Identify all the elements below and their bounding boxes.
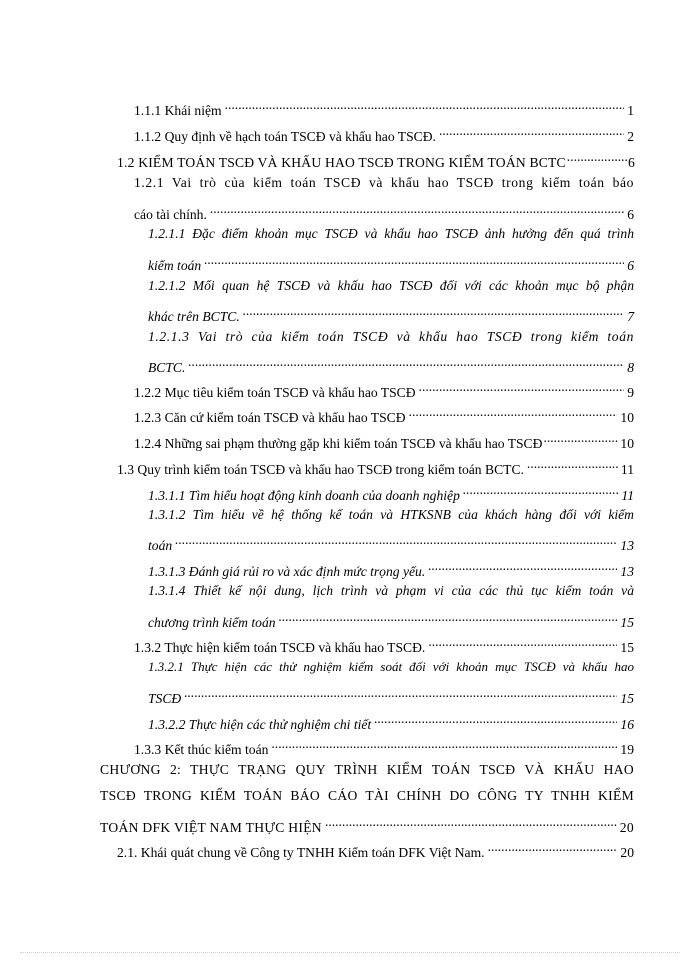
toc-entry-title-cont: TSCĐ bbox=[148, 691, 182, 706]
toc-entry bbox=[117, 147, 635, 170]
toc-page-number: 2 bbox=[627, 129, 634, 144]
toc-entry bbox=[148, 301, 634, 324]
toc-leader bbox=[271, 734, 617, 754]
toc-page-number: 15 bbox=[620, 640, 634, 655]
toc-entry bbox=[148, 556, 634, 579]
toc-leader bbox=[409, 402, 618, 422]
toc-entry bbox=[134, 199, 634, 222]
toc-page-number: 15 bbox=[620, 691, 634, 706]
toc-page-number: 15 bbox=[620, 615, 634, 630]
toc-leader bbox=[175, 530, 617, 550]
toc-entry-line bbox=[148, 224, 634, 244]
toc-page-number: 11 bbox=[620, 462, 634, 477]
toc-entry bbox=[134, 121, 634, 144]
toc-chapter-line bbox=[100, 760, 634, 780]
toc-entry bbox=[100, 812, 634, 835]
toc-entry-title-cont: chương trình kiểm toán bbox=[148, 615, 276, 630]
toc-entry-title-cont: cáo tài chính. bbox=[134, 207, 207, 222]
toc-entry-title: 1.3.1.4 Thiết kế nội dung, lịch trình và phạm vi của các thủ tục kiểm toán và bbox=[148, 583, 634, 598]
toc-leader bbox=[243, 301, 624, 321]
toc-page-number: 10 bbox=[620, 410, 634, 425]
toc-entry-title: 1.2 KIỂM TOÁN TSCĐ VÀ KHẤU HAO TSCĐ TRONG KIỂM TOÁN BCTC bbox=[117, 155, 566, 170]
toc-entry bbox=[134, 734, 634, 757]
toc-entry bbox=[148, 250, 634, 273]
toc-page-number: 10 bbox=[620, 436, 634, 451]
toc-entry-title: 2.1. Khái quát chung về Công ty TNHH Kiểm toán DFK Việt Nam. bbox=[117, 845, 485, 860]
toc-leader bbox=[204, 250, 624, 270]
toc-leader bbox=[210, 199, 624, 219]
toc-entry bbox=[117, 454, 634, 477]
toc-entry-line bbox=[148, 505, 634, 525]
toc-entry-title: 1.3.3 Kết thúc kiểm toán bbox=[134, 742, 269, 757]
toc-entry-title: 1.3.1.2 Tìm hiểu về hệ thống kế toán và HTKSNB của khách hàng đối với kiểm bbox=[148, 507, 634, 522]
toc-page-number: 20 bbox=[619, 820, 634, 835]
toc-entry-line bbox=[148, 327, 634, 347]
toc-entry-title: 1.3.2 Thực hiện kiểm toán TSCĐ và khấu hao TSCĐ. bbox=[134, 640, 426, 655]
toc-entry-title: 1.2.1.2 Mối quan hệ TSCĐ và khấu hao TSCĐ đối với các khoản mục bộ phận bbox=[148, 278, 634, 293]
toc-entry bbox=[117, 837, 634, 860]
toc-entry-title: 1.2.3 Căn cứ kiểm toán TSCĐ và khấu hao TSCĐ bbox=[134, 410, 406, 425]
toc-entry bbox=[134, 632, 634, 655]
toc-leader bbox=[184, 683, 617, 703]
toc-entry bbox=[134, 377, 634, 400]
toc-entry-line bbox=[148, 657, 634, 677]
toc-entry-title: 1.1.2 Quy định về hạch toán TSCĐ và khấu hao TSCĐ. bbox=[134, 129, 436, 144]
toc-page-number: 9 bbox=[627, 385, 634, 400]
toc-chapter-title-cont: TOÁN DFK VIỆT NAM THỰC HIỆN bbox=[100, 820, 322, 835]
toc-entry-title: 1.3 Quy trình kiểm toán TSCĐ và khấu hao TSCĐ trong kiểm toán BCTC. bbox=[117, 462, 524, 477]
toc-leader bbox=[325, 812, 617, 832]
toc-leader bbox=[225, 95, 625, 115]
toc-chapter-title: CHƯƠNG 2: THỰC TRẠNG QUY TRÌNH KIỂM TOÁN TSCĐ VÀ KHẤU HAO bbox=[100, 762, 634, 777]
toc-entry bbox=[134, 95, 634, 118]
toc-entry bbox=[148, 352, 634, 375]
toc-entry-title-cont: khác trên BCTC. bbox=[148, 309, 240, 324]
toc-entry-title: 1.2.1.1 Đặc điểm khoản mục TSCĐ và khấu hao TSCĐ ảnh hưởng đến quá trình bbox=[148, 226, 634, 241]
toc-entry bbox=[134, 402, 634, 425]
toc-page-number: 8 bbox=[627, 360, 634, 375]
toc-entry-title: 1.2.1 Vai trò của kiểm toán TSCĐ và khấu hao TSCĐ trong kiểm toán báo bbox=[134, 175, 634, 190]
toc-chapter-line bbox=[100, 786, 634, 806]
toc-entry-title: 1.3.1.1 Tìm hiểu hoạt động kinh doanh của doanh nghiệp bbox=[148, 488, 460, 503]
toc-leader bbox=[419, 377, 625, 397]
toc-entry-line bbox=[134, 173, 634, 193]
toc-entry-title-cont: toán bbox=[148, 538, 173, 553]
toc-entry-title: 1.1.1 Khái niệm bbox=[134, 103, 222, 118]
toc-entry-title: 1.2.1.3 Vai trò của kiểm toán TSCĐ và khấu hao TSCĐ trong kiểm toán bbox=[148, 329, 634, 344]
toc-entry bbox=[148, 480, 634, 503]
toc-leader bbox=[439, 121, 624, 141]
toc-entry-title-cont: BCTC. bbox=[148, 360, 186, 375]
toc-page-number: 20 bbox=[620, 845, 634, 860]
toc-entry-line bbox=[148, 581, 634, 601]
toc-page-number: 6 bbox=[628, 155, 635, 170]
toc-page-number: 1 bbox=[627, 103, 634, 118]
toc-page-number: 7 bbox=[627, 309, 634, 324]
toc-leader bbox=[488, 837, 618, 857]
toc-page-number: 6 bbox=[627, 207, 634, 222]
toc-leader bbox=[527, 454, 618, 474]
toc-entry bbox=[148, 607, 634, 630]
toc-entry-title: 1.3.2.2 Thực hiện các thử nghiệm chi tiết bbox=[148, 717, 372, 732]
toc-page-number: 6 bbox=[627, 258, 634, 273]
toc-entry-title: 1.2.4 Những sai phạm thường gặp khi kiểm toán TSCĐ và khấu hao TSCĐ bbox=[134, 436, 543, 451]
toc-entry bbox=[148, 530, 634, 553]
toc-leader bbox=[279, 607, 618, 627]
toc-page-number: 11 bbox=[621, 488, 634, 503]
toc-chapter-title-cont: TSCĐ TRONG KIỂM TOÁN BÁO CÁO TÀI CHÍNH DO CÔNG TY TNHH KIỂM bbox=[100, 788, 634, 803]
toc-entry-title: 1.3.2.1 Thực hiện các thử nghiệm kiểm soát đối với khoản mục TSCĐ và khấu hao bbox=[148, 659, 634, 674]
toc-entry bbox=[134, 428, 634, 451]
toc-entry-title: 1.3.1.3 Đánh giá rủi ro và xác định mức trọng yếu. bbox=[148, 564, 426, 579]
toc-entry-title: 1.2.2 Mục tiêu kiểm toán TSCĐ và khấu hao TSCĐ bbox=[134, 385, 416, 400]
toc-page-number: 16 bbox=[620, 717, 634, 732]
toc-entry bbox=[148, 709, 634, 732]
toc-page-number: 13 bbox=[620, 564, 634, 579]
toc-leader bbox=[374, 709, 617, 729]
toc-entry-title-cont: kiểm toán bbox=[148, 258, 202, 273]
toc-entry bbox=[148, 683, 634, 706]
toc-leader bbox=[188, 352, 624, 372]
toc-page-number: 19 bbox=[620, 742, 634, 757]
toc-entry-line bbox=[148, 276, 634, 296]
page-bottom-divider bbox=[20, 952, 680, 953]
toc-leader bbox=[463, 480, 619, 500]
toc-leader bbox=[428, 632, 617, 652]
toc-page-number: 13 bbox=[620, 538, 634, 553]
toc-leader bbox=[428, 556, 617, 576]
toc-leader bbox=[543, 428, 619, 448]
toc-leader bbox=[567, 147, 627, 167]
